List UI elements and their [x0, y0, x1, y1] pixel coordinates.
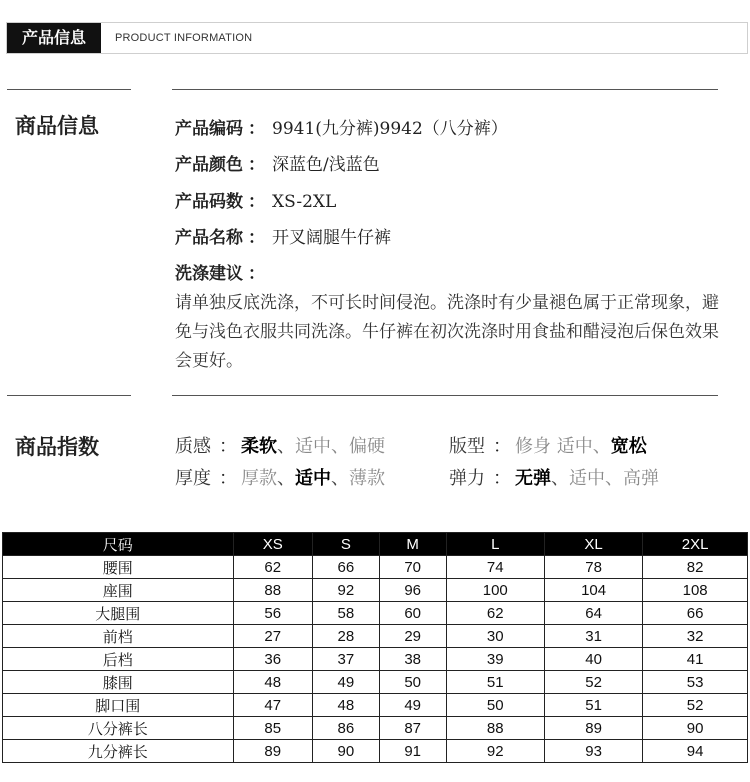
table-cell: 49 [312, 671, 379, 694]
col-header: S [312, 533, 379, 556]
field-product-code: 产品编码 ： 9941(九分裤)9942（八分裤） [175, 119, 508, 139]
table-row [3, 602, 748, 625]
table-cell: 60 [379, 602, 446, 625]
field-label: 产品码数 [175, 192, 243, 212]
row-label: 大腿围 [3, 602, 234, 625]
table-cell: 50 [379, 671, 446, 694]
table-cell: 27 [233, 625, 312, 648]
table-cell: 78 [544, 556, 642, 579]
table-cell: 87 [379, 717, 446, 740]
table-cell: 86 [312, 717, 379, 740]
table-cell: 88 [233, 579, 312, 602]
table-row [3, 717, 748, 740]
wash-advice-text: 请单独反底洗涤，不可长时间侵泡。洗涤时有少量褪色属于正常现象，避免与浅色衣服共同洗涤。牛仔裤在初次洗涤时用食盐和醋浸泡后保色效果会更好。 [175, 293, 719, 371]
index-texture: 质感 ： 柔软、适中、偏硬 [175, 436, 385, 457]
table-header-row [3, 533, 748, 556]
index-fit: 版型 ： 修身 适中、宽松 [449, 436, 647, 457]
table-row [3, 556, 748, 579]
field-product-name: 产品名称 ： 开叉阔腿牛仔裤 [175, 228, 391, 248]
table-cell: 52 [643, 694, 748, 717]
index-option-selected: 适中 [295, 468, 331, 489]
table-cell: 104 [544, 579, 642, 602]
table-cell: 89 [233, 740, 312, 763]
table-cell: 96 [379, 579, 446, 602]
section-header-bar [6, 22, 748, 54]
table-cell: 32 [643, 625, 748, 648]
table-cell: 89 [544, 717, 642, 740]
table-cell: 66 [312, 556, 379, 579]
row-label: 座围 [3, 579, 234, 602]
field-label: 洗涤建议 [175, 264, 243, 284]
row-label: 前档 [3, 625, 234, 648]
table-cell: 56 [233, 602, 312, 625]
field-value: 开叉阔腿牛仔裤 [272, 228, 391, 248]
field-value: XS-2XL [272, 192, 337, 212]
table-row [3, 579, 748, 602]
table-cell: 90 [312, 740, 379, 763]
table-cell: 92 [312, 579, 379, 602]
table-cell: 108 [643, 579, 748, 602]
field-value: 9941(九分裤)9942（八分裤） [272, 119, 508, 139]
table-row [3, 671, 748, 694]
col-header: 2XL [643, 533, 748, 556]
row-label: 腰围 [3, 556, 234, 579]
field-value: 深蓝色/浅蓝色 [272, 155, 380, 175]
index-thickness: 厚度 ： 厚款、适中、薄款 [175, 468, 385, 489]
table-cell: 62 [446, 602, 544, 625]
table-cell: 31 [544, 625, 642, 648]
table-cell: 70 [379, 556, 446, 579]
field-product-color: 产品颜色 ： 深蓝色/浅蓝色 [175, 155, 380, 175]
table-cell: 85 [233, 717, 312, 740]
index-elasticity: 弹力 ： 无弹、适中、高弹 [449, 468, 659, 489]
table-cell: 88 [446, 717, 544, 740]
table-row [3, 694, 748, 717]
col-header: M [379, 533, 446, 556]
row-label: 脚口围 [3, 694, 234, 717]
row-label: 八分裤长 [3, 717, 234, 740]
field-label: 产品编码 [175, 119, 243, 139]
table-cell: 30 [446, 625, 544, 648]
table-cell: 28 [312, 625, 379, 648]
row-label: 后档 [3, 648, 234, 671]
table-cell: 93 [544, 740, 642, 763]
table-cell: 90 [643, 717, 748, 740]
table-cell: 51 [446, 671, 544, 694]
table-cell: 82 [643, 556, 748, 579]
col-header: L [446, 533, 544, 556]
size-table [2, 532, 748, 763]
table-cell: 38 [379, 648, 446, 671]
header-title-en: PRODUCT INFORMATION [115, 32, 253, 44]
table-cell: 49 [379, 694, 446, 717]
divider-left-top [7, 89, 131, 90]
divider-right-mid [172, 395, 718, 396]
table-cell: 94 [643, 740, 748, 763]
divider-right-top [172, 89, 718, 90]
table-cell: 58 [312, 602, 379, 625]
table-cell: 51 [544, 694, 642, 717]
row-label: 膝围 [3, 671, 234, 694]
field-label: 产品颜色 [175, 155, 243, 175]
table-cell: 52 [544, 671, 642, 694]
table-cell: 64 [544, 602, 642, 625]
divider-left-mid [7, 395, 131, 396]
table-cell: 29 [379, 625, 446, 648]
table-cell: 62 [233, 556, 312, 579]
row-label: 九分裤长 [3, 740, 234, 763]
table-cell: 40 [544, 648, 642, 671]
field-wash-advice: 洗涤建议 ： [175, 264, 265, 284]
table-cell: 100 [446, 579, 544, 602]
table-cell: 92 [446, 740, 544, 763]
index-option-selected: 柔软 [241, 436, 277, 457]
table-cell: 91 [379, 740, 446, 763]
col-header: 尺码 [3, 533, 234, 556]
field-label: 产品名称 [175, 228, 243, 248]
table-row [3, 740, 748, 763]
table-cell: 74 [446, 556, 544, 579]
table-cell: 41 [643, 648, 748, 671]
table-cell: 53 [643, 671, 748, 694]
table-cell: 66 [643, 602, 748, 625]
field-product-sizes: 产品码数 ： XS-2XL [175, 192, 337, 212]
header-title-cn: 产品信息 [7, 23, 101, 53]
table-cell: 37 [312, 648, 379, 671]
index-option-selected: 无弹 [515, 468, 551, 489]
col-header: XL [544, 533, 642, 556]
table-cell: 50 [446, 694, 544, 717]
table-row [3, 648, 748, 671]
product-info-title: 商品信息 [15, 114, 99, 138]
table-cell: 48 [312, 694, 379, 717]
table-cell: 47 [233, 694, 312, 717]
table-cell: 36 [233, 648, 312, 671]
col-header: XS [233, 533, 312, 556]
table-cell: 39 [446, 648, 544, 671]
product-index-title: 商品指数 [15, 435, 99, 459]
table-cell: 48 [233, 671, 312, 694]
table-row [3, 625, 748, 648]
index-option-selected: 宽松 [610, 436, 647, 457]
